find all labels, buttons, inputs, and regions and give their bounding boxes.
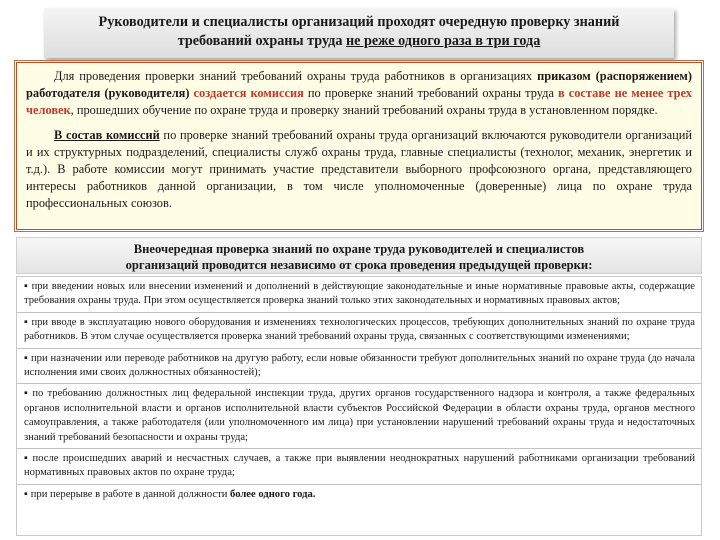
title-period-underlined: не реже одного раза в три года — [345, 33, 541, 49]
list-item — [17, 313, 701, 349]
bullet-icon: ▪ — [24, 281, 29, 292]
p1-order-bold: приказом (распоряжением) работодателя (руководителя) — [26, 69, 692, 100]
title-line-2-text: требований охраны труда — [177, 33, 346, 49]
bullet-icon: ▪ — [24, 316, 29, 328]
commission-paragraph-2 — [26, 127, 692, 212]
list-item-bold: более одного года. — [230, 488, 316, 500]
p1-text-2: по проверке знаний требований охраны труда — [303, 86, 558, 100]
bullet-icon: ▪ — [24, 453, 30, 465]
p2-composition-bold: В состав комиссий — [54, 128, 160, 142]
list-item-text: при перерыве в работе в данной должности — [30, 488, 231, 500]
list-item — [17, 449, 701, 485]
extraordinary-heading-line-2: организаций проводится независимо от срока проведения предыдущей проверки: — [125, 258, 593, 272]
p1-composition-highlight: в составе не менее трех человек — [26, 86, 692, 117]
conditions-list — [16, 276, 702, 536]
list-item-text: при назначении или переводе работников на другую работу, если новые обязанности требуют дополнительных знаний по охране труда (до начала исполнения ими своих должностных обязанностей); — [24, 352, 695, 379]
extraordinary-heading-line-1: Внеочередная проверка знаний по охране труда руководителей и специалистов — [133, 242, 585, 256]
p1-commission-highlight: создается комиссия — [193, 86, 304, 100]
list-item-text: по требованию должностных лиц федеральной инспекции труда, других органов государственного надзора и контроля, а также федеральных органов исполнительной власти и органов исполнительной власти субъектов Российской Федерации в области охраны труда, органов местного самоуправления, а также работодателя (или уполномоченного им лица) при установлении нарушений требований охраны труда и недостаточных знаний требований безопасности и охраны труда; — [24, 388, 695, 443]
extraordinary-heading — [16, 237, 702, 274]
bullet-icon: ▪ — [24, 352, 28, 364]
bullet-icon: ▪ — [24, 488, 28, 500]
commission-paragraph-1 — [26, 68, 692, 119]
list-item — [17, 349, 701, 385]
p2-text: по проверке знаний требований охраны труда организаций включаются руководители организаций и их структурных подразделений, специалисты служб охраны труда, главные специалисты (технолог, механик, энергетик и т.д.). В работе комиссии могут принимать участие представители выборного профсоюзного органа, представляющего интересы работников данной организации, в том числе уполномоченные (доверенные) лица по охране труда профессиональных союзов. — [26, 128, 692, 210]
p1-text-1: Для проведения проверки знаний требований охраны труда работников в организациях — [54, 69, 538, 83]
list-item — [17, 277, 701, 313]
title-line-2 — [54, 32, 664, 51]
list-item-text: при вводе в эксплуатацию нового оборудования и изменениях технологических процессов, требующих дополнительных знаний по охране труда работников. В этом случае осуществляется проверка знаний требований охраны труда, связанных с соответствующими изменениями; — [24, 316, 695, 343]
list-item-text: после происшедших аварий и несчастных случаев, а также при выявлении неоднократных нарушений работниками организации требований нормативных правовых актов по охране труда; — [24, 453, 695, 479]
title-line-1: Руководители и специалисты организаций проходят очередную проверку знаний — [98, 14, 620, 30]
list-item — [17, 485, 701, 505]
list-item-text: при введении новых или внесении изменений и дополнений в действующие законодательные и иные нормативные правовые акты, содержащие требования охраны труда. При этом осуществляется проверка знаний только этих законодательных и нормативных правовых актов; — [24, 281, 695, 307]
commission-panel — [16, 62, 702, 230]
page-title — [44, 8, 674, 58]
list-item — [17, 384, 701, 449]
p1-text-3: , прошедших обучение по охране труда и проверку знаний требований охраны труда в установленном порядке. — [70, 103, 658, 117]
bullet-icon: ▪ — [24, 388, 30, 400]
